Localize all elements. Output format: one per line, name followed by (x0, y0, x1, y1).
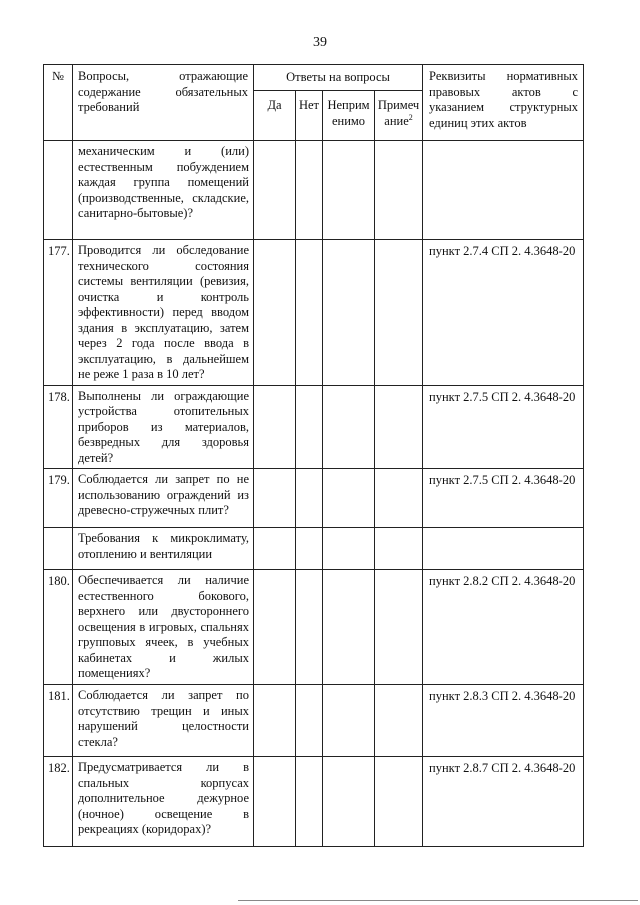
table-row (44, 685, 584, 757)
row-number: 180. (44, 570, 73, 685)
row-question-text: Соблюдается ли запрет по отсутствию трещин и иных нарушений целостности стекла? (78, 688, 249, 749)
header-no: Нет (296, 91, 323, 141)
header-note (375, 91, 423, 141)
answer-not-applicable-cell[interactable] (323, 240, 375, 386)
row-number: 177. (44, 240, 73, 386)
answer-note-cell[interactable] (375, 141, 423, 240)
answer-yes-cell[interactable] (254, 469, 296, 528)
answer-not-applicable-cell[interactable] (323, 141, 375, 240)
row-number (44, 141, 73, 240)
header-note-text: Примеч ание (377, 98, 420, 128)
section-heading-text: Требования к микроклимату, отоплению и вентиляции (78, 531, 249, 561)
page-number: 39 (313, 35, 327, 50)
answer-yes-cell[interactable] (254, 685, 296, 757)
row-question-text: Обеспечивается ли наличие естественного бокового, верхнего или двустороннего освещения в игровых, спальнях групповых ячеек, в учебных кабинетах и жилых помещениях? (78, 573, 249, 680)
bottom-rule (238, 900, 638, 901)
header-not-applicable: Неприм енимо (323, 91, 375, 141)
row-question (73, 240, 254, 386)
section-heading (73, 528, 254, 570)
answer-no-cell[interactable] (296, 757, 323, 847)
row-reference: пункт 2.8.3 СП 2. 4.3648-20 (423, 685, 584, 757)
answer-note-cell[interactable] (375, 685, 423, 757)
row-reference: пункт 2.7.5 СП 2. 4.3648-20 (423, 385, 584, 469)
answer-yes-cell[interactable] (254, 757, 296, 847)
row-number: 179. (44, 469, 73, 528)
answer-note-cell[interactable] (375, 757, 423, 847)
answer-note-cell[interactable] (375, 570, 423, 685)
answer-yes-cell[interactable] (254, 141, 296, 240)
row-number (44, 528, 73, 570)
header-row (44, 65, 584, 91)
header-yes: Да (254, 91, 296, 141)
answer-not-applicable-cell[interactable] (323, 469, 375, 528)
answer-not-applicable-cell[interactable] (323, 685, 375, 757)
table-row (44, 385, 584, 469)
answer-not-applicable-cell[interactable] (323, 385, 375, 469)
row-number: 178. (44, 385, 73, 469)
table-row (44, 469, 584, 528)
table-row (44, 757, 584, 847)
row-reference: пункт 2.7.4 СП 2. 4.3648-20 (423, 240, 584, 386)
section-heading-row (44, 528, 584, 570)
answer-note-cell (375, 528, 423, 570)
answer-not-applicable-cell (323, 528, 375, 570)
table-row (44, 240, 584, 386)
row-question-text: Выполнены ли ограждающие устройства отопительных приборов из материалов, безвредных для здоровья детей? (78, 388, 249, 465)
row-question-text: Соблюдается ли запрет по не использованию ограждений из древесно-стружечных плит? (78, 472, 249, 517)
answer-no-cell[interactable] (296, 141, 323, 240)
row-question (73, 570, 254, 685)
checklist-table (43, 64, 584, 847)
answer-not-applicable-cell[interactable] (323, 757, 375, 847)
answer-yes-cell (254, 528, 296, 570)
table-row (44, 141, 584, 240)
answer-yes-cell[interactable] (254, 570, 296, 685)
header-num: № (44, 65, 73, 141)
row-question (73, 757, 254, 847)
answer-no-cell[interactable] (296, 240, 323, 386)
row-question (73, 141, 254, 240)
row-reference (423, 141, 584, 240)
answer-note-cell[interactable] (375, 385, 423, 469)
row-number: 182. (44, 757, 73, 847)
header-question: Вопросы, отражающие содержание обязательных требований (73, 65, 254, 141)
answer-not-applicable-cell[interactable] (323, 570, 375, 685)
answer-no-cell[interactable] (296, 469, 323, 528)
row-reference: пункт 2.7.5 СП 2. 4.3648-20 (423, 469, 584, 528)
answer-no-cell[interactable] (296, 570, 323, 685)
answer-note-cell[interactable] (375, 469, 423, 528)
row-number: 181. (44, 685, 73, 757)
row-question (73, 685, 254, 757)
row-reference: пункт 2.8.7 СП 2. 4.3648-20 (423, 757, 584, 847)
answer-yes-cell[interactable] (254, 385, 296, 469)
header-note-footnote: 2 (408, 112, 413, 122)
answer-yes-cell[interactable] (254, 240, 296, 386)
answer-note-cell[interactable] (375, 240, 423, 386)
row-question-text: Предусматривается ли в спальных корпусах дополнительное дежурное (ночное) освещение в рекреациях (коридорах)? (78, 760, 249, 836)
header-answers-group: Ответы на вопросы (254, 65, 423, 91)
answer-no-cell[interactable] (296, 385, 323, 469)
answer-no-cell (296, 528, 323, 570)
row-question (73, 385, 254, 469)
row-question-text: механическим и (или) естественным побуждением каждая группа помещений (производственные, складские, санитарно-бытовые)? (78, 144, 249, 220)
answer-no-cell[interactable] (296, 685, 323, 757)
row-reference: пункт 2.8.2 СП 2. 4.3648-20 (423, 570, 584, 685)
row-reference (423, 528, 584, 570)
table-row (44, 570, 584, 685)
header-requisites: Реквизиты нормативных правовых актов с указанием структурных единиц этих актов (423, 65, 584, 141)
row-question-text: Проводится ли обследование технического состояния системы вентиляции (ревизия, очистка и контроль эффективности) перед вводом здания в эксплуатацию, затем через 2 года после ввода в эксплуатацию, в дальнейшем не реже 1 раза в 10 лет? (78, 243, 249, 381)
row-question (73, 469, 254, 528)
